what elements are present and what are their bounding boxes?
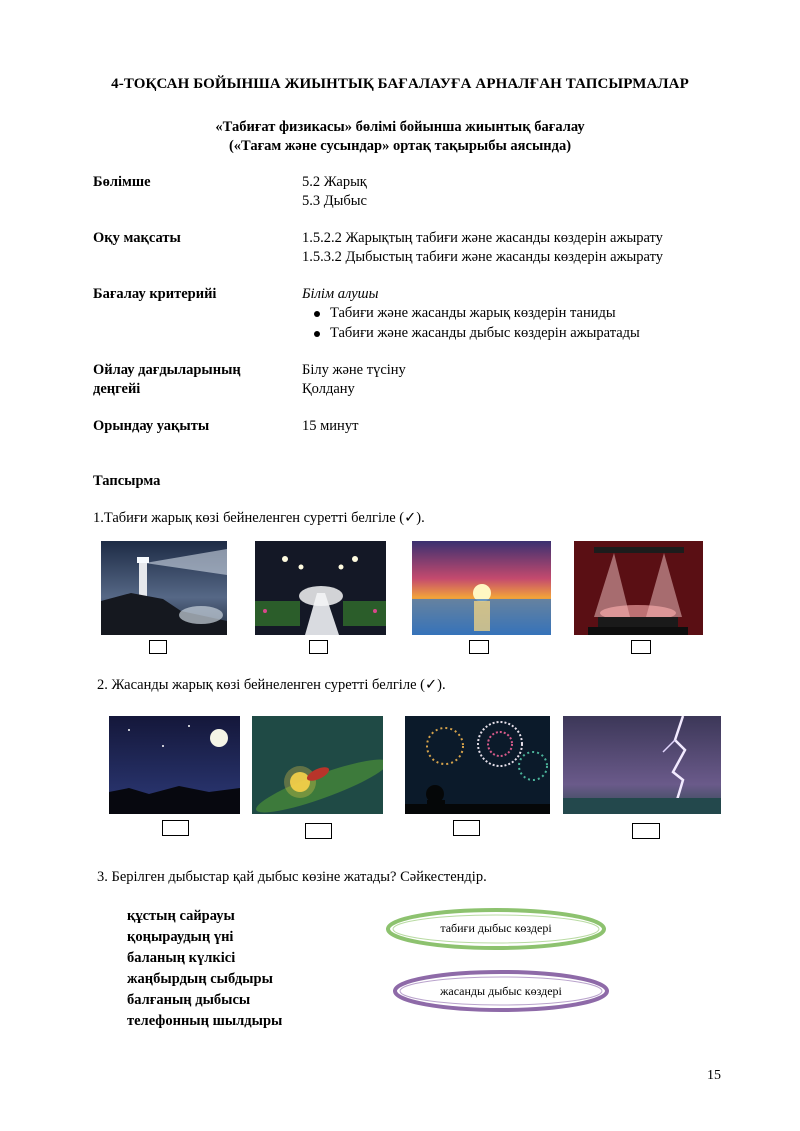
sound-item-1: құстың сайрауы xyxy=(127,908,235,924)
sound-item-4: жаңбырдың сыбдыры xyxy=(127,971,273,987)
goal-value-1: 1.5.2.2 Жарықтың табиғи және жасанды көздерін ажырату xyxy=(302,230,663,246)
criteria-bullet-text: Табиғи және жасанды жарық көздерін таниды xyxy=(330,305,616,321)
time-value: 15 минут xyxy=(302,418,359,434)
bullet-dot xyxy=(314,311,320,317)
thinking-value-1: Білу және түсіну xyxy=(302,362,406,378)
checkbox-q2-1[interactable] xyxy=(162,820,189,836)
lightning-image xyxy=(563,716,721,814)
question-3: 3. Берілген дыбыстар қай дыбыс көзіне жатады? Сәйкестендір. xyxy=(97,869,487,885)
oval-artificial-label: жасанды дыбыс көздері xyxy=(440,984,562,998)
checkbox-q1-1[interactable] xyxy=(149,640,167,654)
criteria-intro: Білім алушы xyxy=(302,286,379,302)
sunset-image xyxy=(412,541,551,635)
criteria-label: Бағалау критерийі xyxy=(93,286,217,302)
checkbox-q2-2[interactable] xyxy=(305,823,332,839)
stage-spotlights-image xyxy=(574,541,703,635)
checkbox-q1-4[interactable] xyxy=(631,640,651,654)
goal-value-2: 1.5.3.2 Дыбыстың табиғи және жасанды көздерін ажырату xyxy=(302,249,663,265)
subtitle-line-1: «Табиғат физикасы» бөлімі бойынша жиынтық бағалау xyxy=(215,119,585,135)
sound-item-3: баланың күлкісі xyxy=(127,950,236,966)
thinking-label-2: деңгейі xyxy=(93,381,141,397)
time-label: Орындау уақыты xyxy=(93,418,210,434)
moon-night-image xyxy=(109,716,240,814)
criteria-bullet-1 xyxy=(330,304,616,323)
page-number: 15 xyxy=(707,1068,721,1083)
thinking-value-2: Қолдану xyxy=(302,381,355,397)
sound-item-2: қоңыраудың үні xyxy=(127,929,234,945)
question-2: 2. Жасанды жарық көзі бейнеленген суретті белгіле (✓). xyxy=(97,677,446,693)
sound-item-6: телефонның шылдыры xyxy=(127,1013,283,1029)
subtitle-line-2: («Тағам және сусындар» ортақ тақырыбы аясында) xyxy=(228,138,572,154)
section-value-1: 5.2 Жарық xyxy=(302,174,367,190)
page-title: 4-ТОҚСАН БОЙЫНША ЖИЫНТЫҚ БАҒАЛАУҒА АРНАЛҒАН ТАПСЫРМАЛАР xyxy=(111,76,689,92)
task-heading: Тапсырма xyxy=(93,473,161,489)
street-lights-image xyxy=(255,541,386,635)
sound-item-5: балғаның дыбысы xyxy=(127,992,251,1008)
criteria-bullet-2 xyxy=(330,324,640,343)
checkbox-q2-4[interactable] xyxy=(632,823,660,839)
firefly-image xyxy=(252,716,383,814)
question-1: 1.Табиғи жарық көзі бейнеленген суретті белгіле (✓). xyxy=(93,510,425,526)
goal-label: Оқу мақсаты xyxy=(93,230,181,246)
section-label: Бөлімше xyxy=(93,174,151,190)
oval-artificial-sources[interactable] xyxy=(392,969,610,1013)
fireworks-image xyxy=(405,716,550,814)
oval-natural-sources[interactable] xyxy=(385,907,607,951)
lighthouse-image xyxy=(101,541,227,635)
section-value-2: 5.3 Дыбыс xyxy=(302,193,367,209)
checkbox-q1-2[interactable] xyxy=(309,640,328,654)
thinking-label-1: Ойлау дағдыларының xyxy=(93,362,241,378)
checkbox-q2-3[interactable] xyxy=(453,820,480,836)
oval-natural-label: табиғи дыбыс көздері xyxy=(440,921,552,935)
checkbox-q1-3[interactable] xyxy=(469,640,489,654)
bullet-dot xyxy=(314,331,320,337)
criteria-bullet-text: Табиғи және жасанды дыбыс көздерін ажыратады xyxy=(330,325,640,341)
